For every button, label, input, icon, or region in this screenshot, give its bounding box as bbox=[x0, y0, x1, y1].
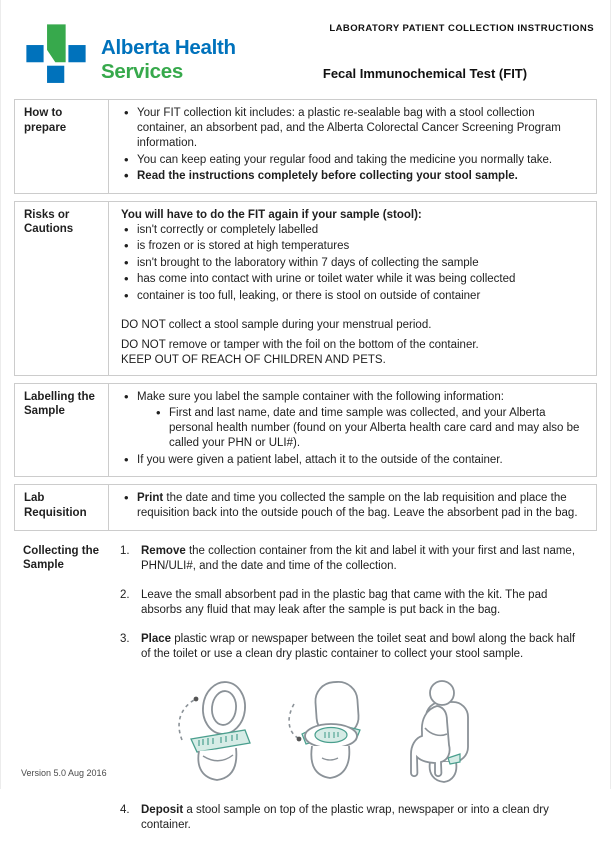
bullet-item: • is frozen or is stored at high temperatures bbox=[115, 239, 586, 254]
bullet-text: the date and time you collected the sample on the lab requisition and place the requisition back into the outside pouch of the bag. Leave the absorbent pad in the bag. bbox=[137, 492, 578, 519]
instructions-table bbox=[14, 99, 597, 854]
step-rest: a stool sample on top of the plastic wrap, newspaper or into a clean dry container. bbox=[141, 803, 549, 831]
document-type-heading: LABORATORY PATIENT COLLECTION INSTRUCTIONS bbox=[329, 23, 594, 34]
section-content bbox=[109, 485, 596, 530]
step-number: 3. bbox=[120, 632, 130, 645]
step-bold-word: Place bbox=[141, 632, 172, 645]
step-text bbox=[141, 632, 587, 662]
bullet-item: • If you were given a patient label, attach it to the outside of the container. bbox=[115, 453, 586, 468]
bullet-item: • You can keep eating your regular food and taking the medicine you normally take. bbox=[115, 153, 586, 168]
section-label: How to prepare bbox=[15, 100, 109, 193]
step-number: 2. bbox=[120, 588, 130, 601]
section-content bbox=[109, 384, 596, 477]
bullet-item: • Your FIT collection kit includes: a plastic re-sealable bag with a stool collection container, an absorbent pad, and the Alberta Colorectal Cancer Screening Program information. bbox=[115, 106, 586, 151]
risks-note: KEEP OUT OF REACH OF CHILDREN AND PETS. bbox=[121, 353, 386, 366]
step-text bbox=[141, 544, 587, 574]
section-label bbox=[15, 384, 109, 477]
section-labelling-the-sample bbox=[14, 383, 597, 478]
page-title: Fecal Immunochemical Test (FIT) bbox=[322, 66, 528, 81]
section-how-to-prepare bbox=[14, 99, 597, 194]
section-lab-requisition bbox=[14, 484, 597, 531]
toilet-lift-seat-illustration bbox=[166, 676, 266, 791]
section-label-line1: Labelling the bbox=[24, 390, 95, 403]
section-label bbox=[14, 538, 108, 854]
step-number: 1. bbox=[120, 544, 130, 557]
numbered-step bbox=[114, 632, 587, 662]
step-number: 4. bbox=[120, 803, 130, 816]
section-label-line2: Cautions bbox=[24, 223, 74, 235]
step-rest: plastic wrap or newspaper between the toilet seat and bowl along the back half of the toilet or use a clean dry plastic container to collect your stool sample. bbox=[141, 632, 576, 660]
bullet-item: • container is too full, leaking, or there is stool on outside of container bbox=[115, 289, 586, 304]
risks-heading: You will have to do the FIT again if your sample (stool): bbox=[121, 208, 422, 221]
section-label bbox=[15, 202, 109, 375]
ahs-logo bbox=[25, 21, 236, 92]
section-label: Lab Requisition bbox=[15, 485, 109, 530]
sub-bullet-item: • First and last name, date and time sample was collected, and your Alberta personal health number (found on your Alberta health care card and may also be called your PHN or ULI#). bbox=[115, 406, 586, 451]
version-label: Version 5.0 Aug 2016 bbox=[21, 768, 107, 778]
ahs-wordmark bbox=[101, 36, 236, 84]
numbered-step bbox=[114, 544, 587, 574]
section-label-line2: Sample bbox=[24, 405, 65, 417]
bullet-bold-word: Print bbox=[137, 492, 164, 504]
risks-note: DO NOT collect a stool sample during your menstrual period. bbox=[121, 318, 432, 331]
ahs-wordmark-line1: Alberta Health bbox=[101, 36, 236, 59]
section-content bbox=[109, 100, 596, 193]
section-collecting-the-sample bbox=[14, 538, 597, 854]
numbered-step bbox=[114, 588, 587, 618]
section-content bbox=[109, 202, 596, 375]
section-content bbox=[108, 538, 597, 854]
section-label-line2: Sample bbox=[23, 559, 64, 571]
step-text bbox=[141, 588, 587, 618]
bullet-item: • isn't brought to the laboratory within 7 days of collecting the sample bbox=[115, 256, 586, 271]
bullet-item: • isn't correctly or completely labelled bbox=[115, 223, 586, 238]
step-bold-word: Deposit bbox=[141, 803, 184, 816]
toilet-instruction-illustrations bbox=[166, 676, 587, 791]
section-label-line1: Collecting the bbox=[23, 544, 100, 557]
risks-note: DO NOT remove or tamper with the foil on the bottom of the container. bbox=[121, 338, 479, 351]
page-header bbox=[1, 0, 610, 99]
step-text bbox=[141, 803, 587, 833]
numbered-step bbox=[114, 803, 587, 833]
bullet-item bbox=[115, 491, 586, 521]
ahs-wordmark-line2: Services bbox=[101, 60, 183, 83]
section-risks-or-cautions bbox=[14, 201, 597, 376]
person-sitting-illustration bbox=[390, 676, 490, 791]
bullet-item: • Read the instructions completely before collecting your stool sample. bbox=[115, 169, 586, 184]
toilet-lower-seat-illustration bbox=[278, 676, 378, 791]
step-rest: Leave the small absorbent pad in the plastic bag that came with the kit. The pad absorbs any fluid that may leak after the sample is put back in the bag. bbox=[141, 588, 548, 616]
ahs-cross-icon bbox=[25, 21, 87, 92]
bullet-item: • Make sure you label the sample container with the following information: bbox=[115, 390, 586, 405]
step-rest: the collection container from the kit and label it with your first and last name, PHN/ULI#, and the date and time of the collection. bbox=[141, 544, 576, 572]
section-label-line1: Risks or bbox=[24, 208, 70, 221]
bullet-item: • has come into contact with urine or toilet water while it was being collected bbox=[115, 272, 586, 287]
step-bold-word: Remove bbox=[141, 544, 186, 557]
